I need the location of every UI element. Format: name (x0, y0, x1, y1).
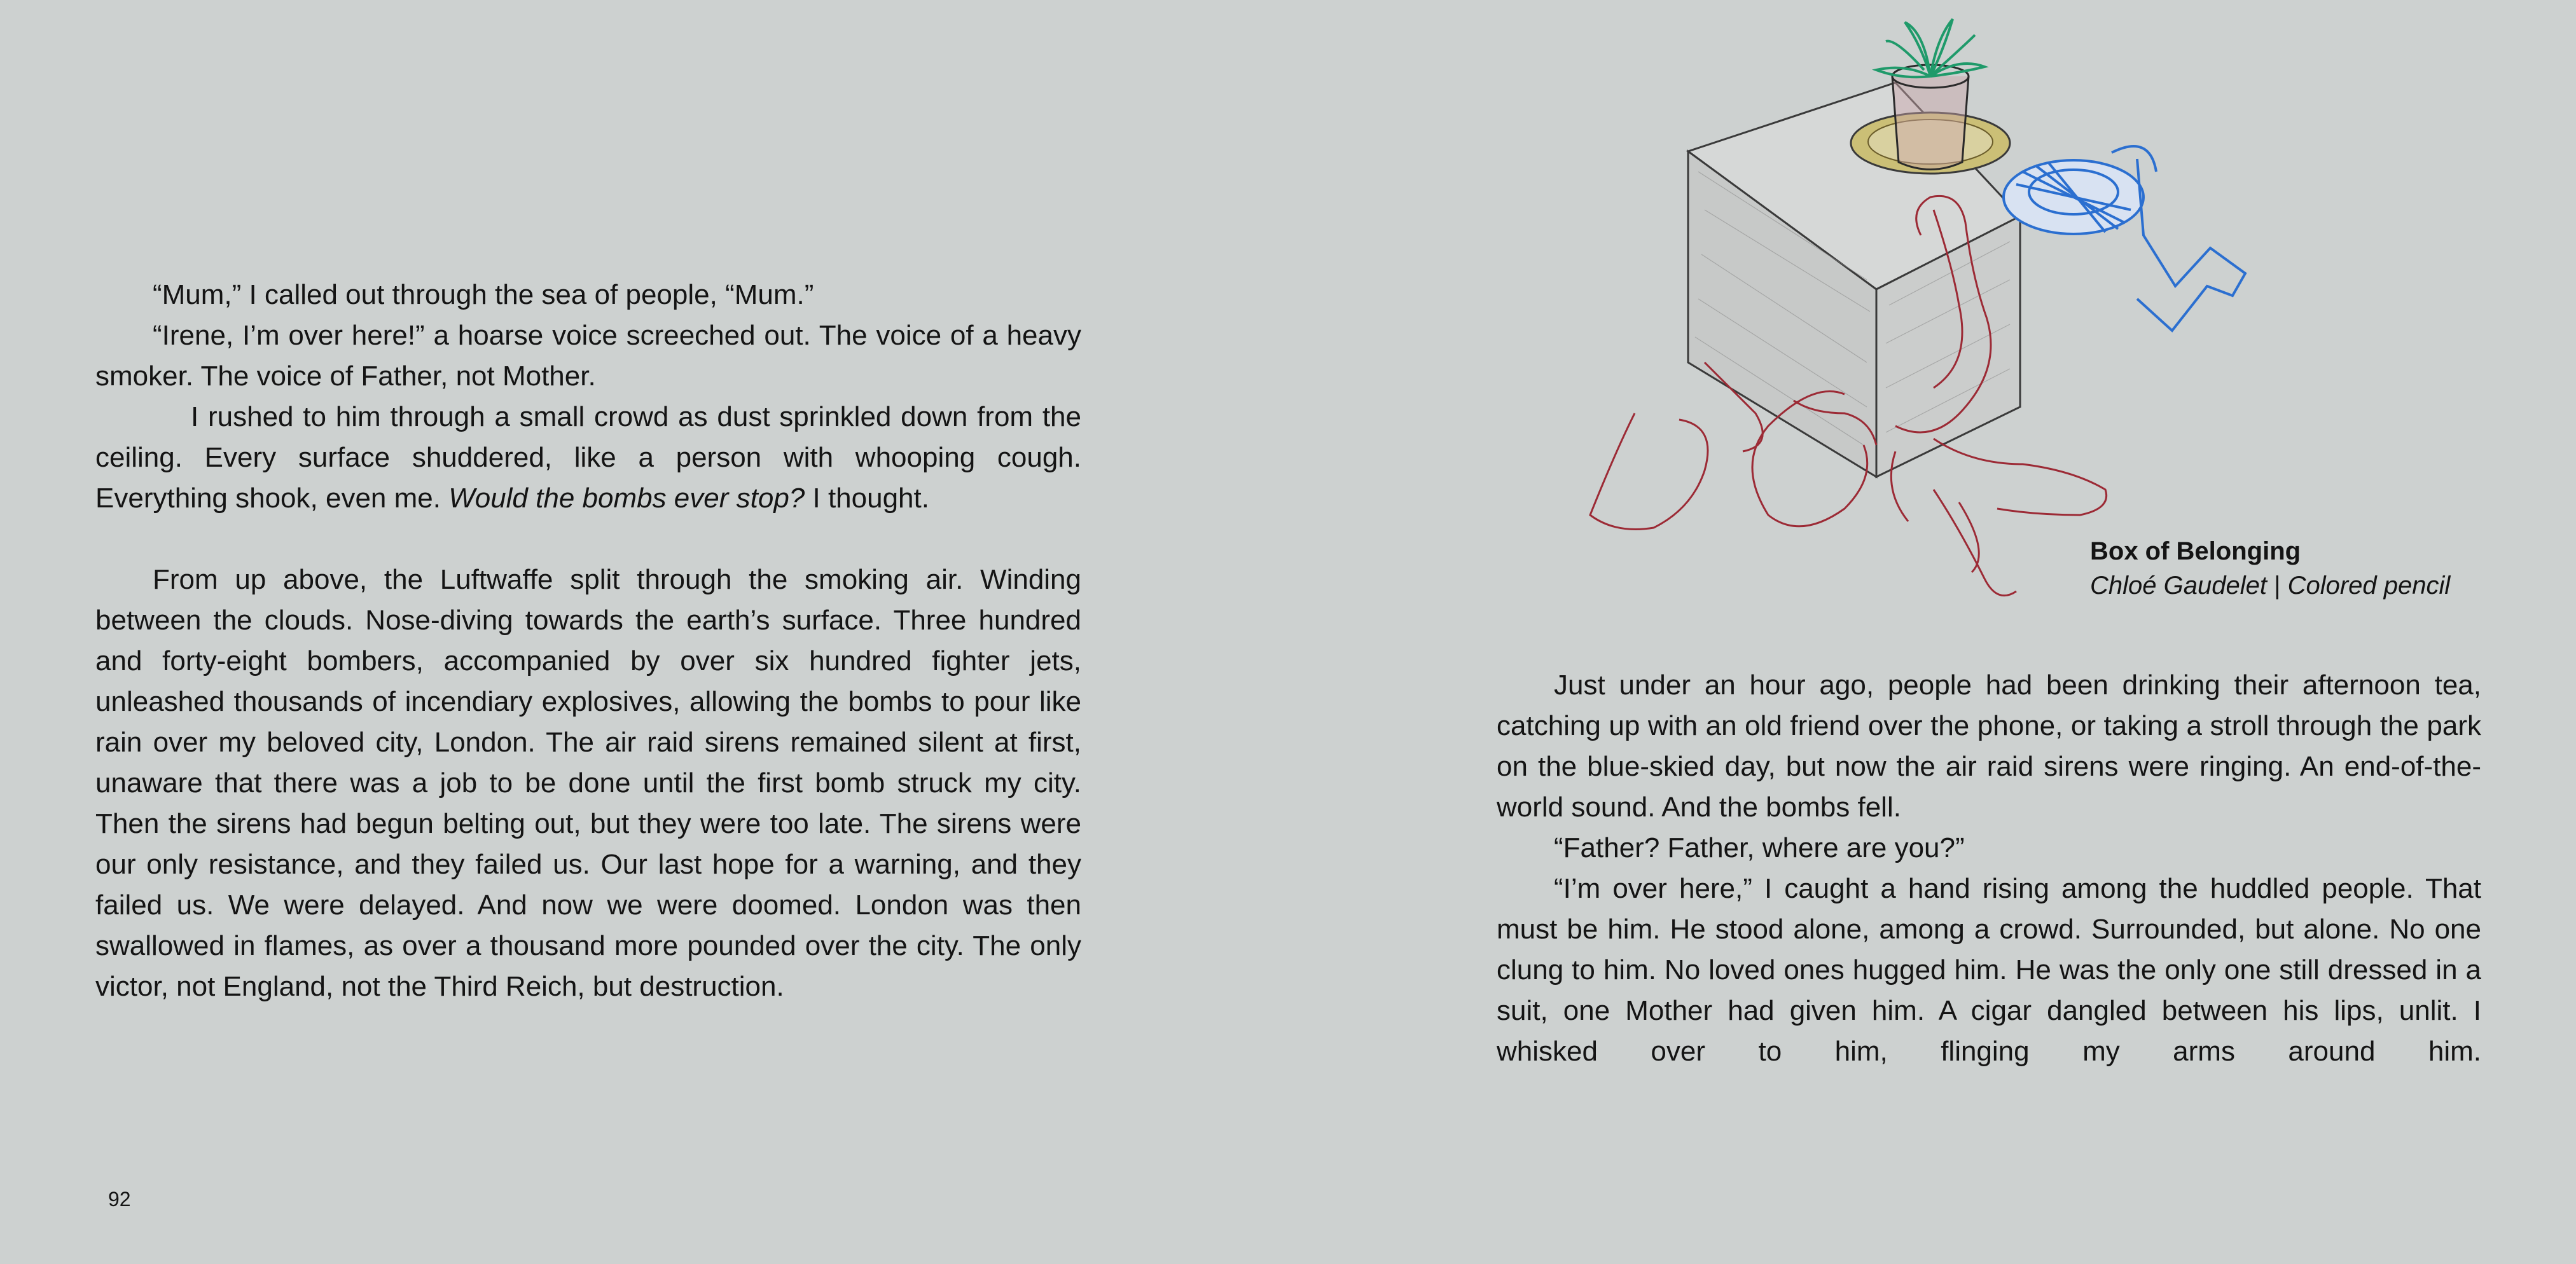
paragraph: “I’m over here,” I caught a hand rising among the huddled people. That must be him. He stood alone, among a crowd. Surrounded, but alone. No one clung to him. No loved ones hugged him. He was the only one still dressed in a suit, one Mother had given him. A cigar dangled between his lips, unlit. I whisked over to him, flinging my arms around him. (1497, 873, 2481, 1067)
caption-credit (2090, 568, 2450, 603)
page-number: 92 (108, 1188, 131, 1211)
caption-title: Box of Belonging (2090, 537, 2301, 565)
caption-medium: Colored pencil (2287, 572, 2451, 600)
paragraph: From up above, the Luftwaffe split through the smoking air. Winding between the clouds. Nose-diving towards the earth’s surface. Three hundred and forty-eight bombers, accompanied by over six hundred fighter jets, unleashed thousands of incendiary explosives, allowing the bombs to pour like rain over my beloved city, London. The air raid sirens remained silent at first, unaware that there was a job to be done until the first bomb struck my city. Then the sirens had begun belting out, but they were too late. The sirens were our only resistance, and they failed us. Our last hope for a warning, and they failed us. We were delayed. And now we were doomed. London was then swallowed in flames, as over a thousand more pounded over the city. The only victor, not England, not the Third Reich, but destruction. (95, 564, 1081, 1002)
paragraph: Just under an hour ago, people had been drinking their afternoon tea, catching up with an old friend over the phone, or taking a stroll through the park on the blue-skied day, but now the air raid sirens were ringing. An end-of-the-world sound. And the bombs fell. (1497, 670, 2481, 823)
left-page-text (95, 275, 1081, 1007)
caption-artist: Chloé Gaudelet (2090, 572, 2267, 600)
illustration-caption (2090, 534, 2450, 603)
paragraph: I rushed to him through a small crowd as dust sprinkled down from the ceiling. Every surface shuddered, like a person with whooping cough. Everything shook, even me. Would the bombs ever stop? I thought. (95, 401, 1081, 514)
paragraph: “Irene, I’m over here!” a hoarse voice screeched out. The voice of a heavy smoker. The voice of Father, not Mother. (95, 320, 1081, 392)
caption-separator: | (2266, 572, 2288, 600)
right-page-text (1497, 665, 2481, 1072)
paragraph: “Father? Father, where are you?” (1554, 832, 1965, 863)
paragraph: “Mum,” I called out through the sea of people, “Mum.” (153, 279, 814, 310)
box-of-belonging-illustration (1577, 6, 2290, 617)
